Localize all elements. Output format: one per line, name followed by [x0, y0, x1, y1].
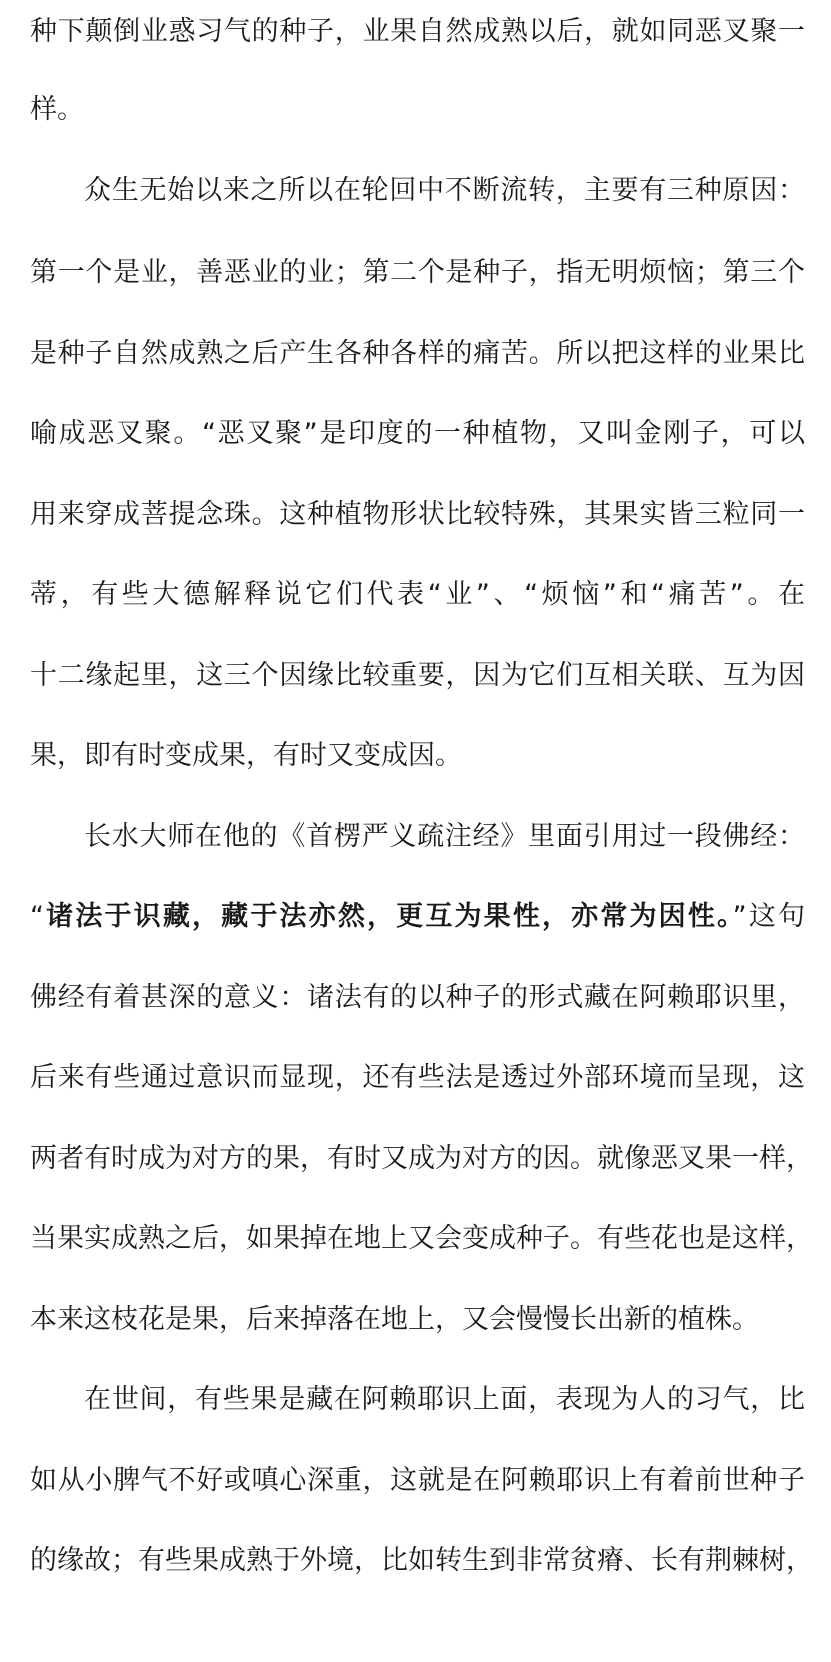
text-line: 长水大师在他的《首楞严义疏注经》里面引用过一段佛经：	[84, 821, 805, 852]
text-line: 种下颠倒业惑习气的种子，业果自然成熟以后，就如同恶叉聚一	[30, 16, 805, 47]
quote-close-text: ”这句	[732, 901, 805, 932]
text-line: 在世间，有些果是藏在阿赖耶识上面，表现为人的习气，比	[84, 1384, 805, 1415]
text-line: 当果实成熟之后，如果掉在地上又会变成种子。有些花也是这样，	[30, 1223, 813, 1254]
text-line: 样。	[30, 94, 84, 125]
text-line: 后来有些通过意识而显现，还有些法是透过外部环境而呈现，这	[30, 1062, 805, 1093]
text-line: 是种子自然成熟之后产生各种各样的痛苦。所以把这样的业果比	[30, 338, 805, 369]
text-line: 用来穿成菩提念珠。这种植物形状比较特殊，其果实皆三粒同一	[30, 499, 805, 530]
text-line	[30, 897, 805, 937]
text-line: 蒂，有些大德解释说它们代表“业”、“烦恼”和“痛苦”。在	[30, 579, 805, 610]
text-line: 本来这枝花是果，后来掉落在地上，又会慢慢长出新的植株。	[30, 1304, 759, 1335]
bold-quote: 诸法于识藏，藏于法亦然，更互为果性，亦常为因性。	[44, 901, 733, 932]
text-line: 果，即有时变成果，有时又变成因。	[30, 740, 462, 771]
text-line: 众生无始以来之所以在轮回中不断流转，主要有三种原因：	[84, 175, 805, 206]
quote-open: “	[30, 901, 44, 932]
text-line: 十二缘起里，这三个因缘比较重要，因为它们互相关联、互为因	[30, 660, 805, 691]
text-line: 喻成恶叉聚。“恶叉聚”是印度的一种植物，又叫金刚子，可以	[30, 418, 805, 449]
text-line: 如从小脾气不好或嗔心深重，这就是在阿赖耶识上有着前世种子	[30, 1465, 805, 1496]
text-line: 的缘故；有些果成熟于外境，比如转生到非常贫瘠、长有荆棘树，	[30, 1545, 813, 1576]
text-line: 佛经有着甚深的意义：诸法有的以种子的形式藏在阿赖耶识里，	[30, 982, 805, 1013]
text-line: 第一个是业，善恶业的业；第二个是种子，指无明烦恼；第三个	[30, 257, 805, 288]
text-line: 两者有时成为对方的果，有时又成为对方的因。就像恶叉果一样，	[30, 1143, 813, 1174]
